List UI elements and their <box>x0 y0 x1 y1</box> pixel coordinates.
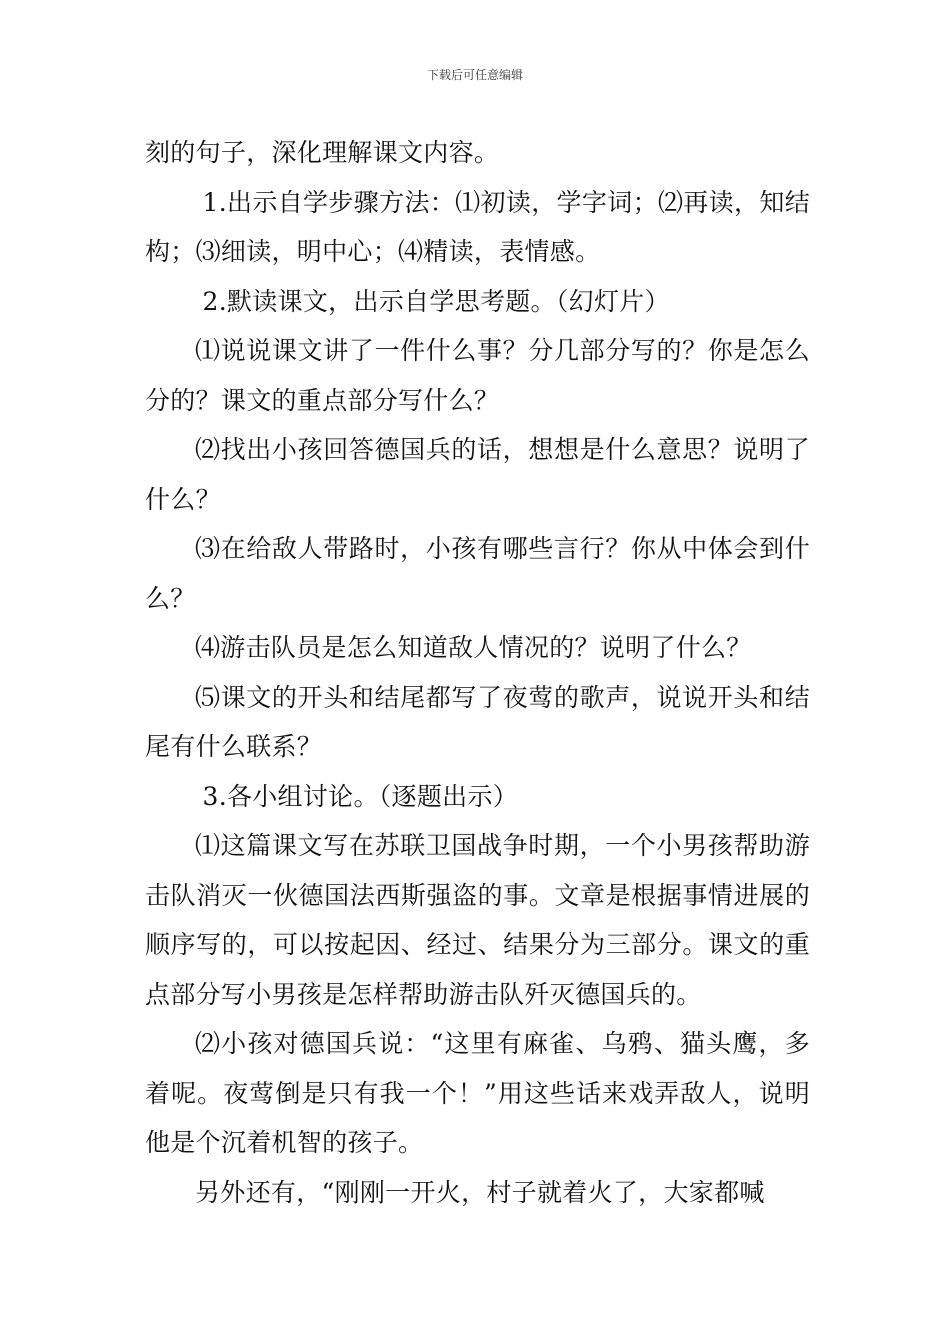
question-2: ⑵找出小孩回答德国兵的话，想想是什么意思？说明了什么？ <box>145 435 810 514</box>
document-body <box>145 128 810 1217</box>
page-header: 下载后可任意编辑 <box>426 68 523 82</box>
paragraph-continuation: 刻的句子，深化理解课文内容。 <box>145 138 500 167</box>
question-4: ⑷游击队员是怎么知道敌人情况的？说明了什么？ <box>195 633 752 662</box>
question-1: ⑴说说课文讲了一件什么事？分几部分写的？你是怎么分的？课文的重点部分写什么？ <box>145 336 810 415</box>
answer-1: ⑴这篇课文写在苏联卫国战争时期，一个小男孩帮助游击队消灭一伙德国法西斯强盗的事。文章是根据事情进展的顺序写的，可以按起因、经过、结果分为三部分。课文的重点部分写小男孩是怎样帮助游击队歼灭德国兵的。 <box>145 831 810 1009</box>
answer-2-continued: 另外还有，“刚刚一开火，村子就着火了，大家都喊 <box>195 1177 765 1207</box>
question-5: ⑸课文的开头和结尾都写了夜莺的歌声，说说开头和结尾有什么联系？ <box>145 682 810 761</box>
question-3: ⑶在给敌人带路时，小孩有哪些言行？你从中体会到什么？ <box>145 534 810 613</box>
paragraph-step-2: 2.默读课文，出示自学思考题。（幻灯片） <box>202 286 670 316</box>
paragraph-step-1: 1.出示自学步骤方法：⑴初读，学字词；⑵再读，知结构；⑶细读，明中心；⑷精读，表情感。 <box>145 187 810 266</box>
paragraph-step-3: 3.各小组讨论。（逐题出示） <box>202 781 519 811</box>
answer-2: ⑵小孩对德国兵说：“这里有麻雀、乌鸦、猫头鹰，多着呢。夜莺倒是只有我一个！”用这些话来戏弄敌人，说明他是个沉着机智的孩子。 <box>145 1029 810 1157</box>
